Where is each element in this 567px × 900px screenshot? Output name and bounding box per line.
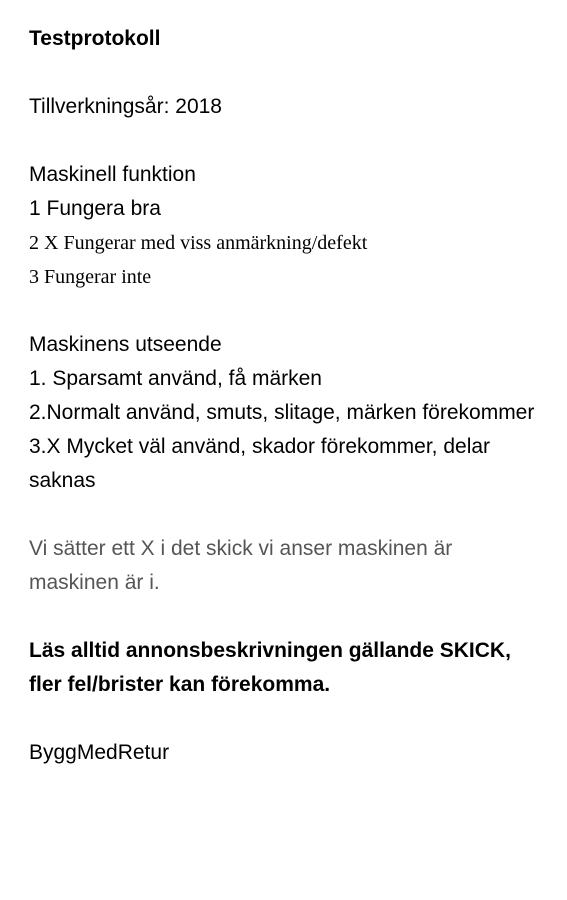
appearance-item-2: 2.Normalt använd, smuts, slitage, märken förekommer (29, 401, 535, 424)
function-heading: Maskinell funktion (29, 163, 196, 186)
spacer (29, 56, 537, 90)
spacer (29, 498, 537, 532)
spacer (29, 600, 537, 634)
spacer (29, 702, 537, 736)
spacer (29, 294, 537, 328)
function-item-3: 3 Fungerar inte (29, 266, 152, 288)
manufacture-year: Tillverkningsår: 2018 (29, 95, 222, 118)
appearance-item-3: 3.X Mycket väl använd, skador förekommer, delar saknas (29, 435, 491, 492)
appearance-heading: Maskinens utseende (29, 333, 222, 356)
appearance-item-1: 1. Sparsamt använd, få märken (29, 367, 322, 390)
condition-warning: Läs alltid annonsbeskrivningen gällande SKICK, fler fel/brister kan förekomma. (29, 639, 511, 696)
function-item-1: 1 Fungera bra (29, 197, 161, 220)
spacer (29, 124, 537, 158)
document-title: Testprotokoll (29, 27, 161, 50)
condition-note: Vi sätter ett X i det skick vi anser maskinen är maskinen är i. (29, 537, 453, 594)
signature: ByggMedRetur (29, 741, 170, 764)
function-item-2: 2 X Fungerar med viss anmärkning/defekt (29, 232, 368, 254)
